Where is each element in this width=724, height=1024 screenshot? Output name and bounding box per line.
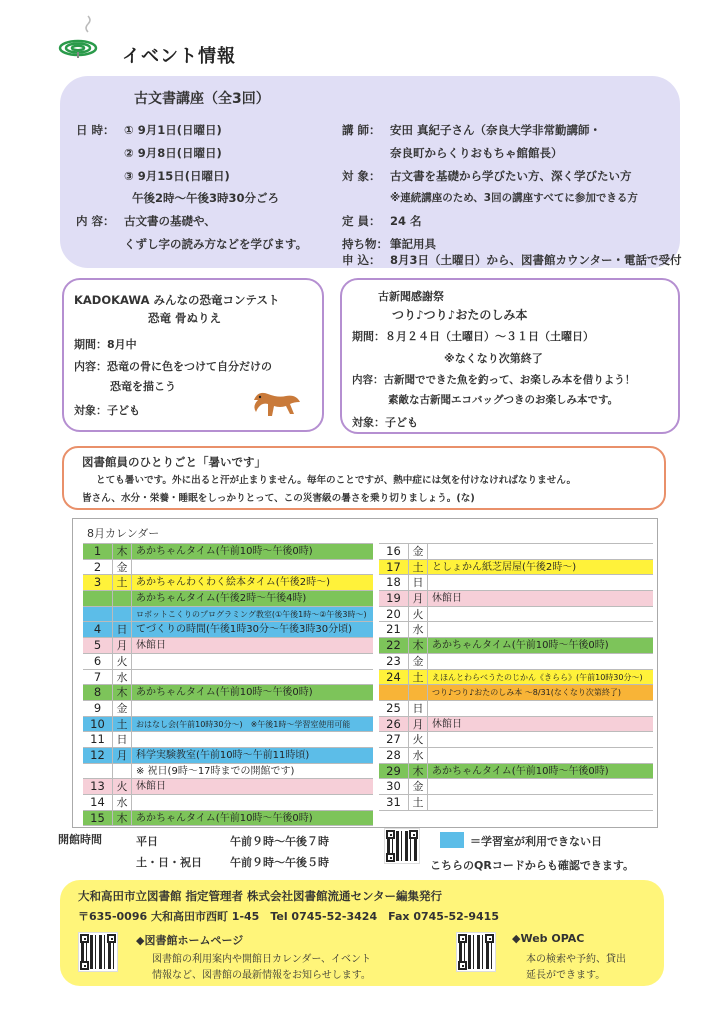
calendar-weekday: 月 (113, 638, 132, 653)
calendar-event (428, 607, 653, 622)
dino-content-2: 恐竜を描こう (110, 380, 176, 393)
calendar-row (379, 764, 653, 780)
dino-title-2: 恐竜 骨ぬりえ (148, 311, 222, 325)
calendar-row (83, 560, 373, 576)
dino-target: 対象：子ども (74, 404, 140, 417)
calendar-event (428, 732, 653, 747)
calendar-event: ロボットこくりのプログラミング教室(①午後1時～②午後3時～) (136, 609, 367, 619)
calendar-weekday: 土 (113, 575, 132, 590)
calendar-weekday: 木 (113, 685, 132, 700)
calendar-day: 12 (83, 748, 113, 763)
calendar-event: あかちゃんタイム(午前10時～午後0時) (136, 687, 313, 699)
calendar-weekday: 水 (409, 622, 428, 637)
calendar-qr-code[interactable] (384, 828, 420, 864)
lecture-content-2: くずし字の読み方などを学びます。 (124, 237, 308, 251)
calendar-day: 17 (379, 560, 409, 575)
calendar-event (428, 795, 653, 810)
calendar-weekday (113, 591, 132, 606)
calendar-event: 休館日 (432, 593, 462, 605)
calendar-event (428, 544, 653, 559)
calendar-day (83, 607, 113, 622)
calendar-day: 6 (83, 654, 113, 669)
calendar-event (428, 575, 653, 590)
calendar-weekday (113, 764, 132, 779)
lecturer-1: 安田 真紀子さん（奈良大学非常勤講師・ (390, 123, 602, 137)
apply-label: 申 込： (342, 253, 381, 267)
calendar-event (428, 654, 653, 669)
bring: 筆記用具 (390, 237, 436, 251)
calendar-weekday: 金 (409, 654, 428, 669)
calendar-event: てづくりの時間(午後1時30分～午後3時30分頃) (136, 624, 352, 636)
calendar-row (83, 779, 373, 795)
calendar-day (379, 685, 409, 700)
calendar-day: 30 (379, 779, 409, 794)
calendar-day: 5 (83, 638, 113, 653)
legend-blue-swatch (440, 832, 464, 848)
dinosaur-contest-section (62, 278, 324, 432)
calendar-row (83, 748, 373, 764)
fest-content-1: 内容：古新聞でできた魚を釣って、お楽しみ本を借りよう！ (352, 374, 636, 386)
calendar-event: あかちゃんタイム(午後2時～午後4時) (136, 593, 307, 605)
calendar-event: つり♪つり♪おたのしみ本 ～8/31(なくなり次第終了) (432, 688, 621, 698)
hours-weekend-label: 土・日・祝日 (136, 856, 202, 869)
calendar-event (132, 795, 373, 810)
lecture-title: 古文書講座（全3回） (134, 91, 270, 107)
calendar-row (379, 685, 653, 701)
calendar-row (379, 670, 653, 686)
dino-title-1: KADOKAWA みんなの恐竜コンテスト (74, 293, 280, 307)
calendar-day: 15 (83, 811, 113, 826)
lecture-time: 午後2時～午後3時30分ごろ (132, 191, 280, 205)
calendar-weekday: 水 (113, 795, 132, 810)
lecture-target-label: 対 象： (342, 169, 381, 183)
calendar-day: 28 (379, 748, 409, 763)
mono-line-1: とても暑いです。外に出ると汗が止まりません。毎年のことですが、熱中症には気を付けなければなりません。 (96, 475, 577, 486)
calendar-weekday: 月 (409, 717, 428, 732)
calendar-event: あかちゃんタイム(午前10時～午後0時) (136, 546, 313, 557)
fest-target: 対象：子ども (352, 416, 418, 429)
lecture-date-3: ③ 9月15日(日曜日) (124, 169, 230, 183)
calendar-weekday: 木 (113, 544, 132, 559)
calendar-weekday: 火 (113, 654, 132, 669)
mono-line-2: 皆さん、水分・栄養・睡眠をしっかりとって、この災害級の暑さを乗り切りましょう。(な) (82, 493, 475, 504)
fest-period: 期間：８月２４日（土曜日）～３１日（土曜日） (352, 330, 594, 343)
calendar-event: あかちゃんタイム(午前10時～午後0時) (432, 640, 609, 652)
hours-label: 開館時間 (58, 833, 102, 846)
calendar-row (379, 795, 653, 811)
calendar-weekday: 土 (409, 795, 428, 810)
calendar-weekday: 月 (409, 591, 428, 606)
calendar-day: 25 (379, 701, 409, 716)
calendar-event (428, 748, 653, 763)
opac-title: ◆Web OPAC (512, 932, 585, 945)
legend-qr-note: こちらのQRコードからも確認できます。 (430, 859, 634, 872)
calendar-row (83, 685, 373, 701)
calendar-day: 7 (83, 670, 113, 685)
calendar-row (83, 795, 373, 811)
newspaper-festival-section (340, 278, 680, 434)
calendar-weekday: 月 (113, 748, 132, 763)
calendar-day (83, 764, 113, 779)
lecture-content-1: 古文書の基礎や、 (124, 214, 216, 228)
calendar-day: 8 (83, 685, 113, 700)
calendar-row (83, 575, 373, 591)
fest-note: ※なくなり次第終了 (444, 352, 543, 365)
calendar-day: 31 (379, 795, 409, 810)
calendar-weekday: 日 (113, 732, 132, 747)
calendar-day: 10 (83, 717, 113, 732)
calendar-row (379, 654, 653, 670)
calendar-event: 休館日 (136, 640, 166, 652)
calendar-weekday: 水 (409, 748, 428, 763)
calendar-day: 2 (83, 560, 113, 575)
calendar-row (83, 638, 373, 654)
calendar-day: 23 (379, 654, 409, 669)
calendar-event (132, 654, 373, 669)
calendar-event (132, 732, 373, 747)
calendar-row (83, 654, 373, 670)
calendar-event (428, 701, 653, 716)
calendar-row (83, 607, 373, 623)
lecture-content-label: 内 容： (76, 214, 115, 228)
calendar-event: えほんとわらべうたのじかん《きらら》(午前10時30分～) (432, 672, 643, 682)
calendar-row (379, 779, 653, 795)
calendar-weekday: 日 (113, 622, 132, 637)
calendar-weekday: 木 (409, 638, 428, 653)
calendar-row (83, 701, 373, 717)
calendar-row (379, 544, 653, 560)
capacity-label: 定 員： (342, 214, 381, 228)
homepage-title: ◆図書館ホームページ (136, 934, 244, 947)
calendar-weekday: 土 (409, 670, 428, 685)
calendar-row (83, 622, 373, 638)
calendar-weekday: 水 (113, 670, 132, 685)
calendar-weekday: 火 (409, 732, 428, 747)
librarian-monologue-section (62, 446, 666, 510)
calendar-weekday: 日 (409, 701, 428, 716)
homepage-desc-1: 図書館の利用案内や開館日カレンダー、イベント (152, 954, 371, 965)
calendar-row (83, 544, 373, 560)
page-title: イベント情報 (122, 46, 236, 67)
calendar-title: 8月カレンダー (87, 527, 160, 540)
calendar-day: 3 (83, 575, 113, 590)
calendar-column-left (83, 543, 373, 826)
hours-weekday: 午前９時～午後７時 (230, 835, 329, 848)
calendar-day: 27 (379, 732, 409, 747)
calendar-row (379, 748, 653, 764)
lecture-target-1: 古文書を基礎から学びたい方、深く学びたい方 (390, 169, 632, 183)
calendar-row (379, 622, 653, 638)
calendar-weekday: 金 (409, 779, 428, 794)
footer-publisher: 大和高田市立図書館 指定管理者 株式会社図書館流通センター編集発行 (78, 889, 443, 903)
calendar-weekday (409, 685, 428, 700)
bring-label: 持ち物： (342, 237, 388, 251)
calendar-event: 科学実験教室(午前10時～午前11時頃) (136, 749, 310, 761)
calendar-event (132, 560, 373, 575)
lecturer-2: 奈良町からくりおもちゃ館館長） (390, 146, 563, 160)
calendar-row (83, 591, 373, 607)
dinosaur-icon (246, 380, 306, 427)
calendar-event: 休館日 (136, 781, 166, 793)
calendar-weekday (113, 607, 132, 622)
calendar-day: 24 (379, 670, 409, 685)
calendar-day: 26 (379, 717, 409, 732)
calendar-weekday: 木 (113, 811, 132, 826)
calendar-row (379, 607, 653, 623)
calendar-row (379, 717, 653, 733)
calendar-day: 13 (83, 779, 113, 794)
lecture-date-2: ② 9月8日(日曜日) (124, 146, 222, 160)
fest-subtitle: 古新聞感謝祭 (378, 290, 444, 303)
footer (60, 880, 664, 986)
lecture-target-2: ※連続講座のため、3回の講座すべてに参加できる方 (390, 192, 638, 204)
calendar-row (83, 717, 373, 733)
lecture-section (60, 76, 680, 268)
calendar-row (379, 560, 653, 576)
calendar-day: 14 (83, 795, 113, 810)
calendar-weekday: 火 (409, 607, 428, 622)
calendar-event (132, 670, 373, 685)
hours-weekend: 午前９時～午後５時 (230, 856, 329, 869)
calendar-row (83, 811, 373, 827)
calendar-row (379, 638, 653, 654)
calendar-column-right (379, 543, 653, 811)
footer-address: 〒635-0096 大和高田市西町 1-45 Tel 0745-52-3424 Fax 0745-52-9415 (78, 910, 499, 923)
calendar-event: ※ 祝日(9時～17時までの開館です) (136, 765, 295, 777)
calendar-row (379, 591, 653, 607)
homepage-qr-code[interactable] (78, 932, 118, 972)
calendar-day: 9 (83, 701, 113, 716)
calendar-day: 11 (83, 732, 113, 747)
capacity: 24 名 (390, 214, 422, 228)
calendar-weekday: 金 (409, 544, 428, 559)
calendar-event: としょかん紙芝居屋(午後2時～) (432, 561, 577, 573)
calendar-weekday: 土 (113, 717, 132, 732)
dino-period: 期間：8月中 (74, 338, 137, 351)
calendar-weekday: 木 (409, 764, 428, 779)
spiral-logo-icon (58, 14, 98, 58)
calendar-event (428, 779, 653, 794)
lecture-date-1: ① 9月1日(日曜日) (124, 123, 222, 137)
calendar-event: あかちゃんわくわく絵本タイム(午後2時～) (136, 577, 330, 589)
legend-blue-note: ＝学習室が利用できない日 (470, 835, 602, 848)
calendar-event (132, 701, 373, 716)
fest-content-2: 素敵な古新聞エコバッグつきのお楽しみ本です。 (388, 394, 619, 406)
calendar-day: 20 (379, 607, 409, 622)
calendar-day (83, 591, 113, 606)
calendar-event: あかちゃんタイム(午前10時～午後0時) (432, 765, 609, 777)
opac-desc-2: 延長ができます。 (526, 970, 606, 981)
mono-title: 図書館員のひとりごと「暑いです」 (82, 455, 266, 469)
lecturer-label: 講 師： (342, 123, 381, 137)
calendar-day: 18 (379, 575, 409, 590)
lecture-date-label: 日 時： (76, 123, 115, 137)
calendar-day: 1 (83, 544, 113, 559)
calendar-day: 29 (379, 764, 409, 779)
calendar-row (379, 732, 653, 748)
calendar-weekday: 金 (113, 560, 132, 575)
calendar-event (428, 622, 653, 637)
calendar-day: 22 (379, 638, 409, 653)
hours-weekday-label: 平日 (136, 835, 158, 848)
calendar-row (83, 670, 373, 686)
calendar-event: おはなし会(午前10時30分～) ※午後1時～学習室使用可能 (136, 719, 351, 729)
calendar-weekday: 土 (409, 560, 428, 575)
calendar-day: 16 (379, 544, 409, 559)
calendar-day: 21 (379, 622, 409, 637)
calendar-day: 19 (379, 591, 409, 606)
august-calendar (72, 518, 658, 828)
calendar-event: 休館日 (432, 718, 462, 730)
opac-qr-code[interactable] (456, 932, 496, 972)
calendar-weekday: 火 (113, 779, 132, 794)
calendar-row (379, 575, 653, 591)
opac-desc-1: 本の検索や予約、貸出 (526, 954, 626, 965)
calendar-row (379, 701, 653, 717)
calendar-row (83, 764, 373, 780)
dino-content-1: 内容：恐竜の骨に色をつけて自分だけの (74, 360, 272, 373)
calendar-weekday: 日 (409, 575, 428, 590)
homepage-desc-2: 情報など、図書館の最新情報をお知らせします。 (152, 970, 371, 981)
calendar-day: 4 (83, 622, 113, 637)
apply: 8月3日（土曜日）から、図書館カウンター・電話で受付 (390, 253, 682, 267)
calendar-row (83, 732, 373, 748)
calendar-weekday: 金 (113, 701, 132, 716)
fest-title: つり♪つり♪おたのしみ本 (392, 308, 528, 322)
calendar-event: あかちゃんタイム(午前10時～午後0時) (136, 812, 313, 824)
